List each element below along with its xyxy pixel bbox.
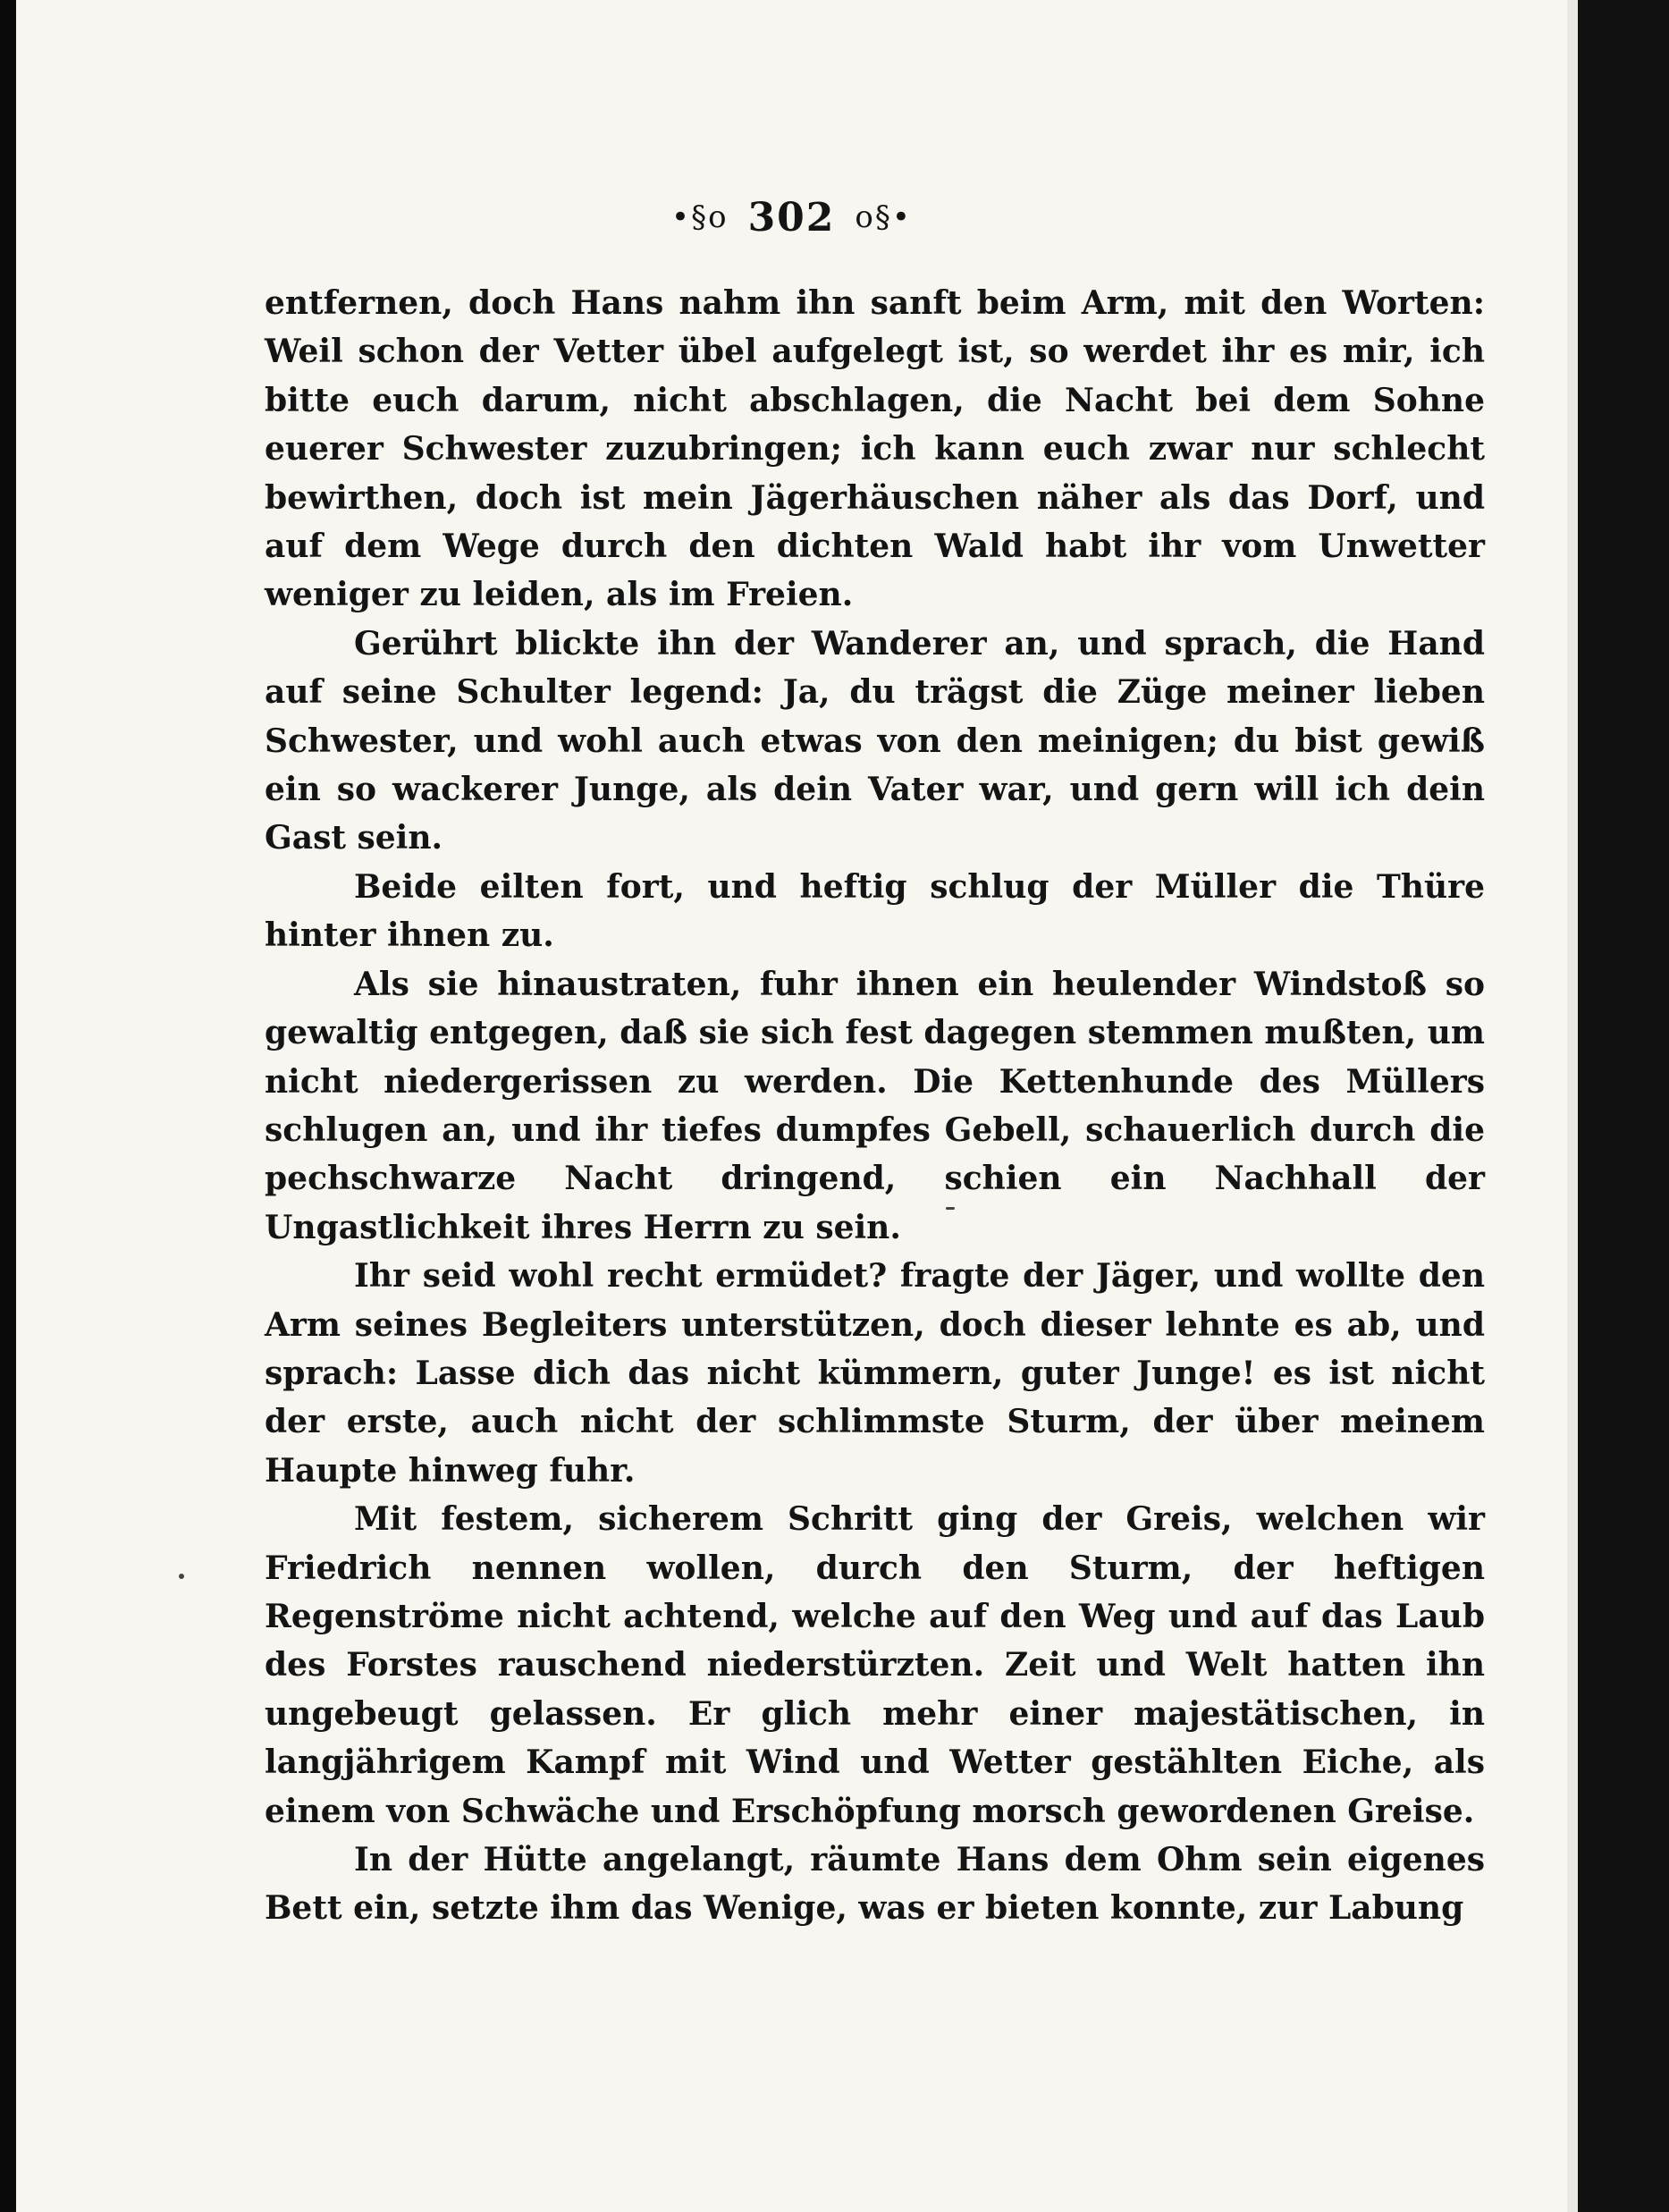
paragraph: Mit festem, sicherem Schritt ging der Greis, welchen wir Friedrich nennen wollen, durch den Sturm, der heftigen Regenströme nicht achtend, welche auf den Weg und auf das Laub des Forstes rauschend niederstürzten. Zeit und Welt hatten ihn ungebeugt gelassen. Er glich mehr einer majestätischen, in langjährigem Kampf mit Wind und Wetter gestählten Eiche, als einem von Schwäche und Erschöpfung morsch gewordenen Greise. [265,1500,1485,1830]
paragraph: In der Hütte angelangt, räumte Hans dem Ohm sein eigenes Bett ein, setzte ihm das Wenige, was er bieten konnte, zur Labung [265,1841,1485,1928]
paper-speck [179,1574,184,1579]
paper-speck [946,1207,955,1210]
adjacent-page-edge [1567,0,1669,2212]
paragraph: Beide eilten fort, und heftig schlug der Müller die Thüre hinter ihnen zu. [265,867,1485,955]
ornament-right: o§• [855,199,912,235]
paragraph: Ihr seid wohl recht ermüdet? fragte der Jäger, und wollte den Arm seines Begleiters unterstützen, doch dieser lehnte es ab, und sprach: Lasse dich das nicht kümmern, guter Junge! es ist nicht der erste, auch nicht der schlimmste Sturm, der über meinem Haupte hinweg fuhr. [265,1257,1485,1490]
page-edge-highlight [1567,0,1578,2212]
page-header [16,195,1567,241]
book-page [16,0,1567,2212]
body-text [265,279,1485,1933]
paragraph: Als sie hinaustraten, fuhr ihnen ein heulender Windstoß so gewaltig entgegen, daß sie sich fest dagegen stemmen mußten, um nicht niedergerissen zu werden. Die Kettenhunde des Müllers schlugen an, und ihr tiefes dumpfes Gebell, schauerlich durch die pechschwarze Nacht dringend, schien ein Nachhall der Ungastlichkeit ihres Herrn zu sein. [265,965,1485,1246]
page-number: 302 [747,195,836,241]
ornament-left: •§o [671,199,729,235]
paragraph: Gerührt blickte ihn der Wanderer an, und sprach, die Hand auf seine Schulter legend: Ja, du trägst die Züge meiner lieben Schwester, und wohl auch etwas von den meinigen; du bist gewiß ein so wackerer Junge, als dein Vater war, und gern will ich dein Gast sein. [265,624,1485,857]
paragraph: entfernen, doch Hans nahm ihn sanft beim Arm, mit den Worten: Weil schon der Vetter übel aufgelegt ist, so werdet ihr es mir, ich bitte euch darum, nicht abschlagen, die Nacht bei dem Sohne euerer Schwester zuzubringen; ich kann euch zwar nur schlecht bewirthen, doch ist mein Jägerhäuschen näher als das Dorf, und auf dem Wege durch den dichten Wald habt ihr vom Unwetter weniger zu leiden, als im Freien. [265,284,1485,614]
